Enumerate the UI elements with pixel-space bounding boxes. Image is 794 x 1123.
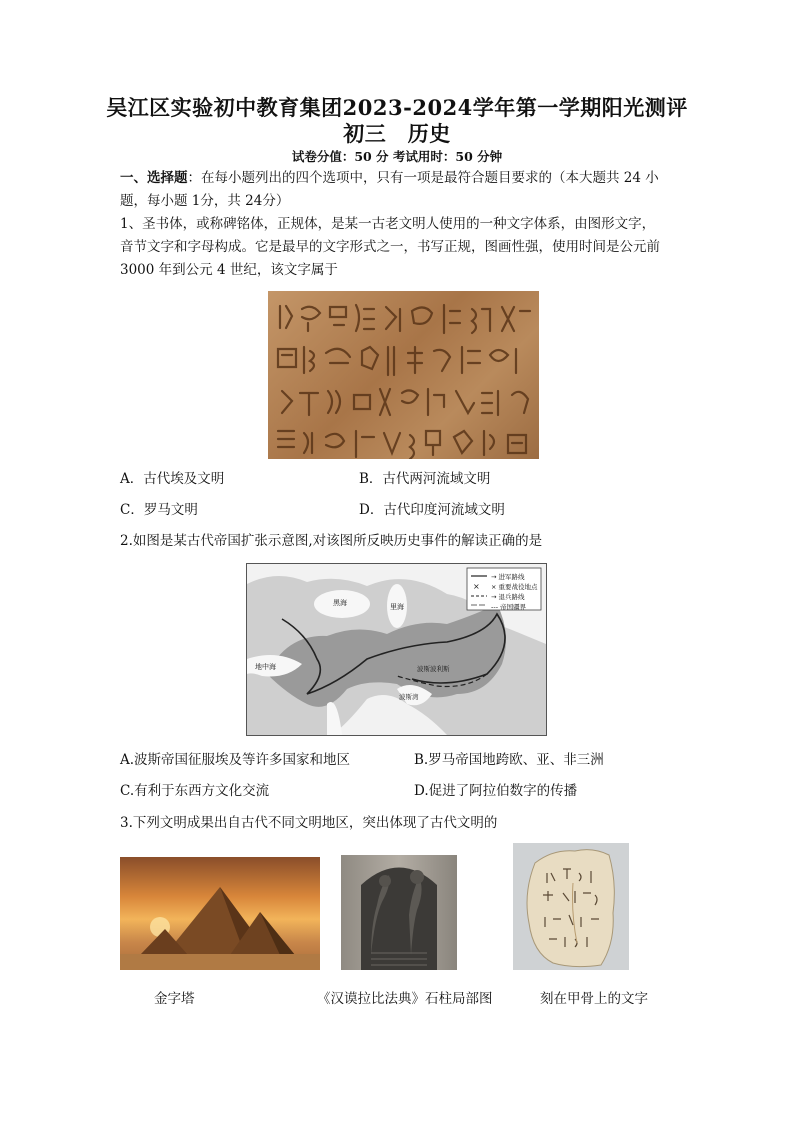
q2-option-d[interactable]: D.促进了阿拉伯数字的传播	[414, 783, 578, 799]
map-label-black-sea: 黑海	[333, 599, 347, 607]
q3-stem: 3.下列文明成果出自古代不同文明地区，突出体现了古代文明的	[120, 815, 498, 831]
map-label-mediterranean: 地中海	[255, 663, 276, 671]
svg-text:×: ×	[473, 582, 480, 591]
q1-option-c[interactable]: C．罗马文明	[120, 502, 198, 518]
section-heading	[120, 166, 659, 190]
q1-stem-line1: 1、圣书体，或称碑铭体，正规体，是某一古老文明人使用的一种文字体系，由图形文字，	[120, 216, 656, 232]
caption-hammurabi: 《汉谟拉比法典》石柱局部图	[317, 991, 493, 1007]
q2-stem: 2.如图是某古代帝国扩张示意图,对该图所反映历史事件的解读正确的是	[120, 533, 543, 549]
map-legend-1: → 进军路线	[491, 573, 525, 581]
map-legend-2: × 重要战役地点	[491, 583, 538, 591]
hammurabi-stele-image	[341, 855, 457, 970]
exam-title: 吴江区实验初中教育集团2023-2024学年第一学期阳光测评	[106, 95, 688, 120]
q2-option-c[interactable]: C.有利于东西方文化交流	[120, 783, 270, 799]
q2-option-a[interactable]: A.波斯帝国征服埃及等许多国家和地区	[120, 752, 351, 768]
map-legend-4: --- 帝国疆界	[491, 603, 527, 611]
map-legend-3: → 退兵路线	[491, 593, 525, 601]
map-label-persepolis: 波斯波利斯	[417, 665, 450, 673]
exam-info: 试卷分值：50 分 考试用时：50 分钟	[291, 149, 503, 164]
q2-option-b[interactable]: B.罗马帝国地跨欧、亚、非三洲	[414, 752, 604, 768]
q1-option-d[interactable]: D．古代印度河流域文明	[359, 502, 505, 518]
exam-subject: 初三 历史	[343, 121, 451, 146]
q1-option-b[interactable]: B．古代两河流域文明	[359, 471, 491, 487]
q1-stem-line3: 3000 年到公元 4 世纪，该文字属于	[120, 262, 338, 278]
pyramid-image	[120, 857, 320, 970]
section-heading-line2: 题，每小题 1分，共 24分）	[120, 193, 290, 209]
caption-pyramid: 金字塔	[154, 991, 195, 1007]
section-heading-text: ：在每小题列出的四个选项中，只有一项是最符合题目要求的（本大题共 24 小	[187, 170, 659, 186]
caption-oracle-bone: 刻在甲骨上的文字	[540, 991, 648, 1007]
oracle-bone-image	[513, 843, 629, 970]
map-label-caspian: 里海	[390, 603, 404, 611]
q1-stem-line2: 音节文字和字母构成。它是最早的文字形式之一，书写正规，图画性强，使用时间是公元前	[120, 239, 660, 255]
q1-option-a[interactable]: A．古代埃及文明	[120, 471, 225, 487]
map-label-gulf: 波斯湾	[399, 693, 419, 701]
section-heading-bold: 一、选择题	[120, 170, 188, 186]
hieroglyph-image	[268, 291, 539, 459]
empire-expansion-map	[246, 563, 547, 736]
